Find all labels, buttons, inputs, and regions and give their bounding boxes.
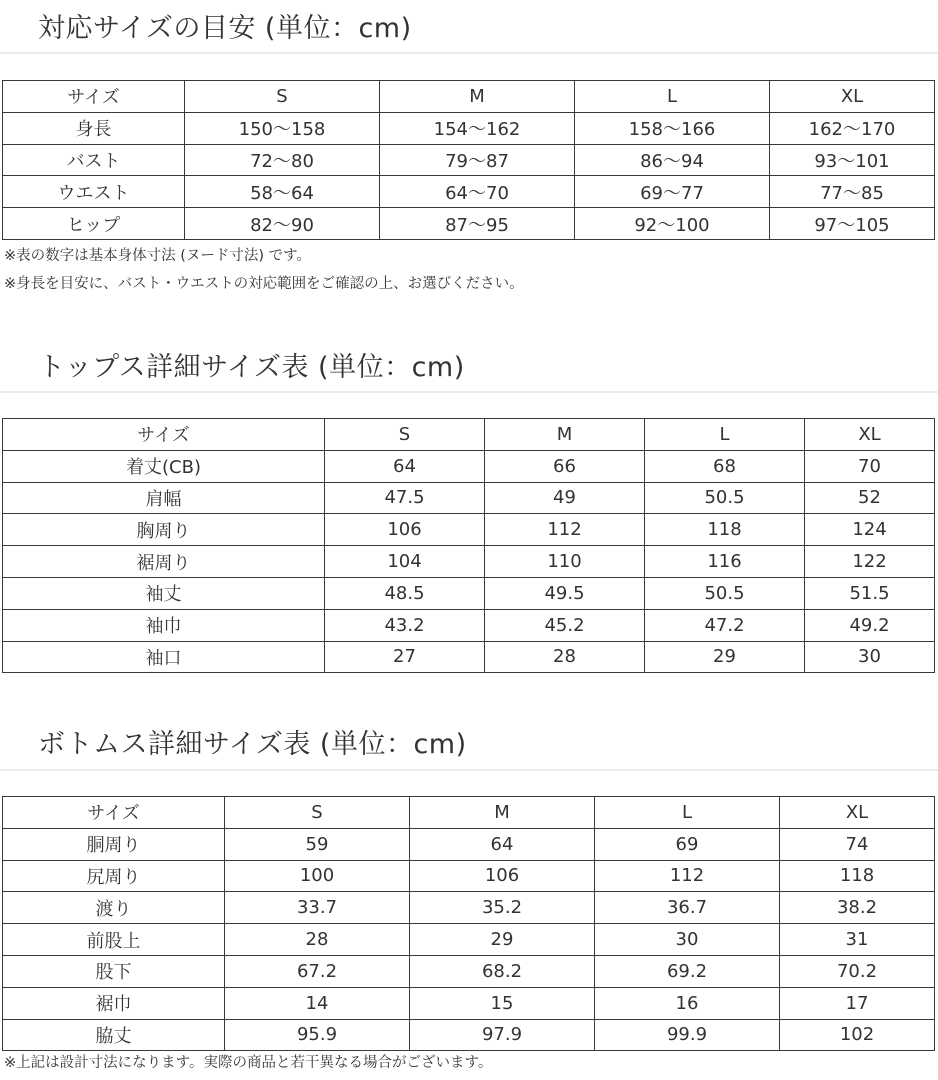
table-cell: 16 bbox=[595, 987, 780, 1019]
table-cell: 69〜77 bbox=[575, 176, 770, 208]
table-row bbox=[3, 546, 935, 578]
size-guide-table bbox=[2, 80, 935, 240]
table-cell: 47.5 bbox=[325, 482, 485, 514]
table-cell: 79〜87 bbox=[380, 144, 575, 176]
table-header-cell: M bbox=[410, 797, 595, 829]
table-cell: 112 bbox=[485, 514, 645, 546]
title-divider bbox=[0, 52, 938, 54]
table-cell: 158〜166 bbox=[575, 112, 770, 144]
row-label-cell: 股下 bbox=[3, 955, 225, 987]
table-header-row bbox=[3, 797, 935, 829]
table-cell: 162〜170 bbox=[770, 112, 935, 144]
table-cell: 106 bbox=[410, 860, 595, 892]
table-cell: 92〜100 bbox=[575, 208, 770, 240]
row-label-cell: 脇丈 bbox=[3, 1019, 225, 1051]
table-cell: 93〜101 bbox=[770, 144, 935, 176]
table-cell: 95.9 bbox=[225, 1019, 410, 1051]
row-label-cell: 肩幅 bbox=[3, 482, 325, 514]
table-cell: 70 bbox=[805, 450, 935, 482]
table-row bbox=[3, 987, 935, 1019]
table-cell: 87〜95 bbox=[380, 208, 575, 240]
table-cell: 50.5 bbox=[645, 577, 805, 609]
table-cell: 33.7 bbox=[225, 892, 410, 924]
table-header-cell: S bbox=[185, 81, 380, 113]
table-header-cell: XL bbox=[780, 797, 935, 829]
table-cell: 28 bbox=[485, 641, 645, 673]
table-row bbox=[3, 176, 935, 208]
table-cell: 51.5 bbox=[805, 577, 935, 609]
table-cell: 150〜158 bbox=[185, 112, 380, 144]
title-divider bbox=[0, 769, 938, 771]
table-cell: 104 bbox=[325, 546, 485, 578]
table-cell: 15 bbox=[410, 987, 595, 1019]
tops-size-table bbox=[2, 418, 935, 673]
row-label-cell: 身長 bbox=[3, 112, 185, 144]
row-label-cell: ウエスト bbox=[3, 176, 185, 208]
table-row bbox=[3, 144, 935, 176]
table-cell: 124 bbox=[805, 514, 935, 546]
table-cell: 45.2 bbox=[485, 609, 645, 641]
title-divider bbox=[0, 391, 938, 393]
table-row bbox=[3, 609, 935, 641]
table-cell: 64 bbox=[325, 450, 485, 482]
row-label-cell: 袖丈 bbox=[3, 577, 325, 609]
table-row bbox=[3, 1019, 935, 1051]
table-header-cell: サイズ bbox=[3, 419, 325, 451]
table-row bbox=[3, 955, 935, 987]
table-cell: 69.2 bbox=[595, 955, 780, 987]
table-row bbox=[3, 450, 935, 482]
table-cell: 38.2 bbox=[780, 892, 935, 924]
table-cell: 99.9 bbox=[595, 1019, 780, 1051]
note-nude-measurements: ※表の数字は基本身体寸法 (ヌード寸法) です。 bbox=[4, 248, 312, 264]
table-row bbox=[3, 482, 935, 514]
table-cell: 118 bbox=[645, 514, 805, 546]
table-cell: 30 bbox=[595, 924, 780, 956]
table-cell: 64〜70 bbox=[380, 176, 575, 208]
table-header-cell: L bbox=[595, 797, 780, 829]
table-cell: 154〜162 bbox=[380, 112, 575, 144]
table-cell: 77〜85 bbox=[770, 176, 935, 208]
table-row bbox=[3, 112, 935, 144]
table-cell: 47.2 bbox=[645, 609, 805, 641]
table-row bbox=[3, 828, 935, 860]
note-design-dimensions: ※上記は設計寸法になります。実際の商品と若干異なる場合がございます。 bbox=[4, 1055, 493, 1071]
table-cell: 35.2 bbox=[410, 892, 595, 924]
row-label-cell: ヒップ bbox=[3, 208, 185, 240]
table-cell: 48.5 bbox=[325, 577, 485, 609]
table-cell: 74 bbox=[780, 828, 935, 860]
bottoms-size-table bbox=[2, 796, 935, 1051]
table-cell: 110 bbox=[485, 546, 645, 578]
table-cell: 29 bbox=[410, 924, 595, 956]
section-title-tops: トップス詳細サイズ表 (単位：cm) bbox=[38, 352, 465, 383]
table-cell: 50.5 bbox=[645, 482, 805, 514]
table-header-cell: L bbox=[575, 81, 770, 113]
table-cell: 49.5 bbox=[485, 577, 645, 609]
table-cell: 116 bbox=[645, 546, 805, 578]
table-cell: 17 bbox=[780, 987, 935, 1019]
table-row bbox=[3, 924, 935, 956]
table-cell: 118 bbox=[780, 860, 935, 892]
table-header-cell: XL bbox=[770, 81, 935, 113]
table-row bbox=[3, 892, 935, 924]
table-cell: 36.7 bbox=[595, 892, 780, 924]
row-label-cell: 渡り bbox=[3, 892, 225, 924]
table-cell: 86〜94 bbox=[575, 144, 770, 176]
row-label-cell: 胴周り bbox=[3, 828, 225, 860]
table-cell: 29 bbox=[645, 641, 805, 673]
table-row bbox=[3, 514, 935, 546]
table-cell: 64 bbox=[410, 828, 595, 860]
table-cell: 69 bbox=[595, 828, 780, 860]
table-cell: 52 bbox=[805, 482, 935, 514]
table-header-cell: L bbox=[645, 419, 805, 451]
table-header-cell: S bbox=[225, 797, 410, 829]
row-label-cell: 袖口 bbox=[3, 641, 325, 673]
table-cell: 66 bbox=[485, 450, 645, 482]
table-row bbox=[3, 208, 935, 240]
table-cell: 30 bbox=[805, 641, 935, 673]
table-cell: 59 bbox=[225, 828, 410, 860]
table-cell: 31 bbox=[780, 924, 935, 956]
table-row bbox=[3, 860, 935, 892]
table-cell: 68.2 bbox=[410, 955, 595, 987]
table-row bbox=[3, 641, 935, 673]
row-label-cell: 裾周り bbox=[3, 546, 325, 578]
table-header-cell: M bbox=[485, 419, 645, 451]
table-cell: 97.9 bbox=[410, 1019, 595, 1051]
table-header-row bbox=[3, 419, 935, 451]
table-header-cell: M bbox=[380, 81, 575, 113]
note-selection-guide: ※身長を目安に、バスト・ウエストの対応範囲をご確認の上、お選びください。 bbox=[4, 276, 524, 292]
table-cell: 58〜64 bbox=[185, 176, 380, 208]
table-cell: 49 bbox=[485, 482, 645, 514]
table-cell: 102 bbox=[780, 1019, 935, 1051]
table-header-cell: S bbox=[325, 419, 485, 451]
row-label-cell: 裾巾 bbox=[3, 987, 225, 1019]
table-cell: 27 bbox=[325, 641, 485, 673]
table-header-cell: XL bbox=[805, 419, 935, 451]
table-cell: 72〜80 bbox=[185, 144, 380, 176]
table-cell: 100 bbox=[225, 860, 410, 892]
row-label-cell: 前股上 bbox=[3, 924, 225, 956]
row-label-cell: バスト bbox=[3, 144, 185, 176]
row-label-cell: 着丈(CB) bbox=[3, 450, 325, 482]
table-header-row bbox=[3, 81, 935, 113]
row-label-cell: 袖巾 bbox=[3, 609, 325, 641]
table-cell: 14 bbox=[225, 987, 410, 1019]
section-title-size-guide: 対応サイズの目安 (単位：cm) bbox=[38, 13, 412, 44]
table-header-cell: サイズ bbox=[3, 797, 225, 829]
table-cell: 112 bbox=[595, 860, 780, 892]
row-label-cell: 尻周り bbox=[3, 860, 225, 892]
table-header-cell: サイズ bbox=[3, 81, 185, 113]
table-cell: 97〜105 bbox=[770, 208, 935, 240]
table-cell: 28 bbox=[225, 924, 410, 956]
section-title-bottoms: ボトムス詳細サイズ表 (単位：cm) bbox=[38, 729, 467, 760]
table-cell: 122 bbox=[805, 546, 935, 578]
table-cell: 67.2 bbox=[225, 955, 410, 987]
table-cell: 70.2 bbox=[780, 955, 935, 987]
table-row bbox=[3, 577, 935, 609]
table-cell: 68 bbox=[645, 450, 805, 482]
table-cell: 43.2 bbox=[325, 609, 485, 641]
row-label-cell: 胸周り bbox=[3, 514, 325, 546]
table-cell: 49.2 bbox=[805, 609, 935, 641]
table-cell: 106 bbox=[325, 514, 485, 546]
table-cell: 82〜90 bbox=[185, 208, 380, 240]
